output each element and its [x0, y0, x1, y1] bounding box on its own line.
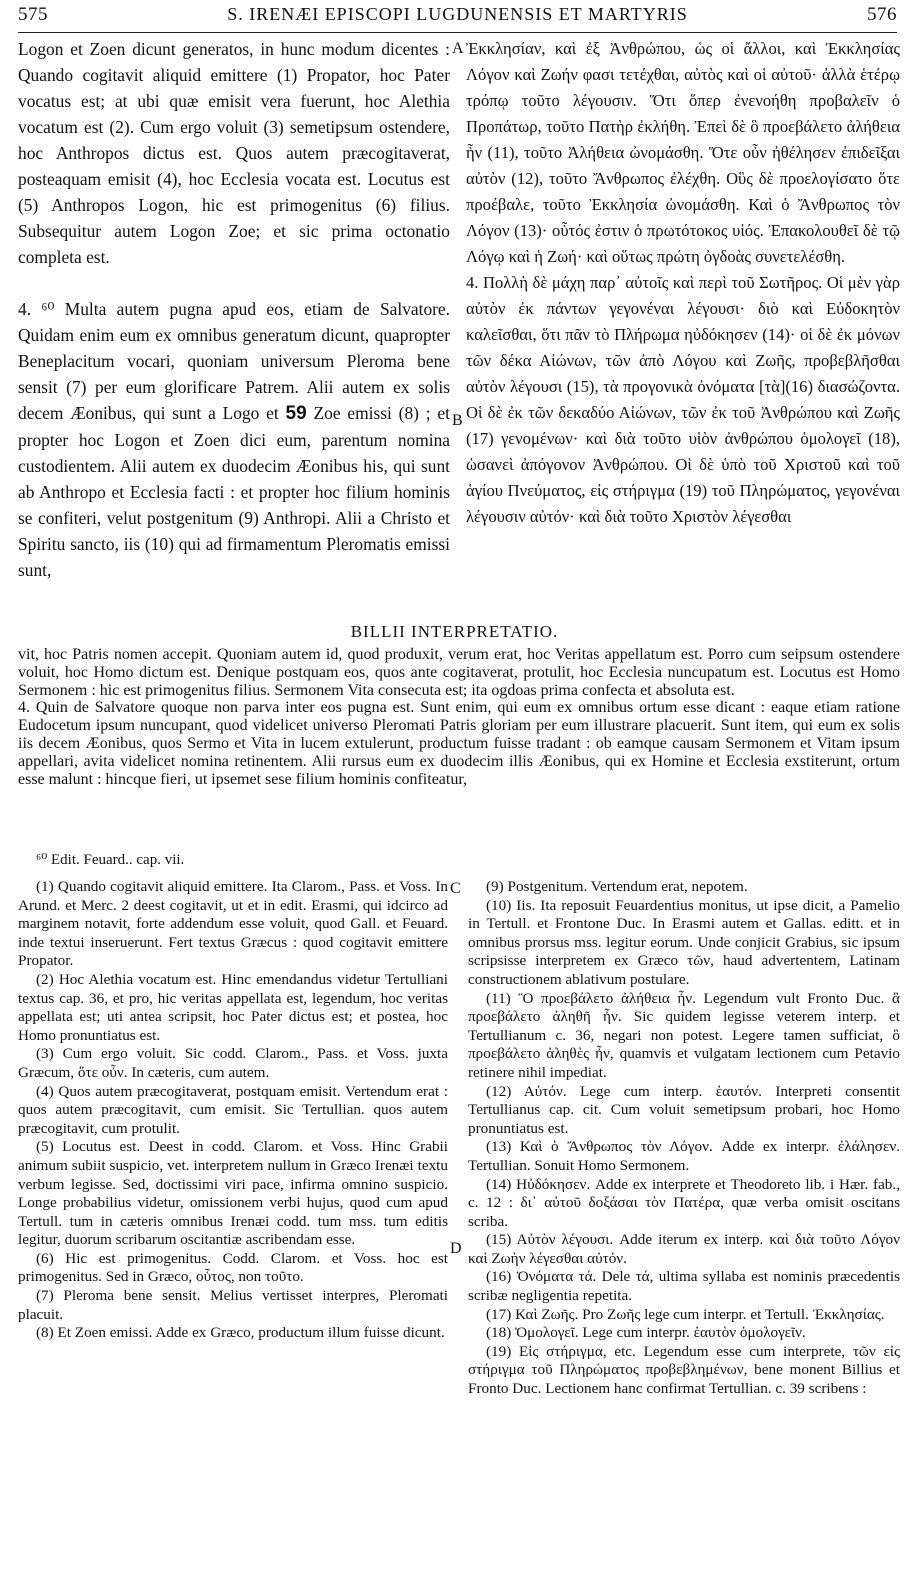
margin-letter-a: A [452, 40, 464, 57]
margin-letter-b: B [452, 412, 463, 429]
billii-interpretation [18, 646, 900, 788]
note-item: (2) Hoc Alethia vocatum est. Hinc emendandus videtur Tertulliani textus cap. 36, et pro, hic veritas appellata est, legendum, hoc veritas appellata est; uti antea scripsit, hoc Pater dictus est; et postea, hoc Homo pronuntiatus est. [18, 970, 448, 1044]
billii-paragraph-1: vit, hoc Patris nomen accepit. Quoniam autem id, quod produxit, verum erat, hoc Veritas appellatum est. Porro cum seipsum ostendere voluit, hoc Homo dictum est. Denique postquam eos, quos ante cogitaverat, protulit, hoc Ecclesia nuncupatum est. Locutus est Homo Sermonem : hic est primogenitus filius. Sermonem Vita consecuta est; ita ogdoas prima confecta et absoluta est. [18, 646, 900, 699]
note-item: (3) Cum ergo voluit. Sic codd. Clarom., Pass. et Voss. juxta Græcum, ὅτε οὖν. In cæteris, cum autem. [18, 1045, 448, 1081]
note-item: (15) Αὐτὸν λέγουσι. Adde iterum ex interp. καὶ διὰ τοῦτο Λόγον καὶ Ζωὴν λέγεσθαι αὐτόν. [468, 1231, 900, 1267]
note-item: (12) Αὐτόν. Lege cum interp. ἑαυτόν. Interpreti consentit Tertullianus cap. cit. Cum voluit semetipsum probari, hoc Homo pronuntiatus est. [468, 1082, 900, 1137]
note-item: (6) Hic est primogenitus. Codd. Clarom. et Voss. hoc est primogenitus. Sed in Græco, οὗτος, non τοῦτο. [18, 1249, 448, 1286]
note-item: (8) Et Zoen emissi. Adde ex Græco, productum illum fuisse dicunt. [36, 1324, 445, 1342]
note-item: (4) Quos autem præcogitaverat, postquam emisit. Vertendum erat : quos autem præcogitavit, cum emisit. Sic Tertullian. quos autem præcogitavit, cum protulit. [18, 1082, 448, 1137]
note-item: (9) Postgenitum. Vertendum erat, nepotem. [486, 878, 748, 895]
page-header [18, 4, 897, 34]
note-item: (11) Ὃ προεβάλετο ἀλήθεια ἦν. Legendum vult Fronto Duc. ἃ προεβάλετο ἀληθῆ ἦν. Sic quidem legisse veterem interp. et Tertullianum c. 36, negari non potest. Legere tamen sufficiat, ὃ προεβάλετο ἀληθὲς ἦν, quamvis et vulgatam lectionem cum Petavio retinere nihil impediat. [468, 989, 900, 1081]
inline-page-number: 59 [285, 403, 307, 424]
header-rule [18, 32, 897, 33]
latin-paragraph-1: Logon et Zoen dicunt generatos, in hunc modum dicentes : Quando cogitavit aliquid emittere (1) Propator, hoc Pater vocatus est; at ubi quæ emisit vera fuerunt, hoc Alethia vocatum est (2). Cum ergo voluit (3) semetipsum ostendere, hoc Anthropos dictus est. Quos autem præcogitaverat, posteaquam emisit (4), hoc Ecclesia vocata est. Locutus est (5) Anthropos Logon, hic est primogenitus (6) filius. Subsequitur autem Logon Zoe; et sic prima octonatio completa est. [18, 39, 450, 267]
latin-paragraph-2-start: 4. ⁶⁰ Multa autem pugna apud eos, etiam de Salvatore. Quidam enim eum ex omnibus generatum dicunt, quapropter Beneplacitum vocari, quoniam universum Pleroma bene sensit (7) per eum glorificare Patrem. Alii autem ex solis decem Æonibus, qui sunt a Logo et [18, 299, 450, 423]
note-item: (14) Ηὐδόκησεν. Adde ex interprete et Theodoreto lib. i Hær. fab., c. 12 : δι᾽ αὐτοῦ δοξάσαι τὸν Πατέρα, quæ verba omisit oscitans scriba. [468, 1175, 900, 1230]
margin-letter-c: C [450, 880, 461, 897]
edition-footnote: ⁶⁰ Edit. Feuard.. cap. vii. [36, 852, 185, 868]
running-title: S. IRENÆI EPISCOPI LUGDUNENSIS ET MARTYRIS [227, 4, 688, 24]
margin-letter-d: D [450, 1240, 462, 1257]
left-page-number: 575 [18, 4, 48, 25]
greek-paragraph-2: 4. Πολλὴ δὲ μάχη παρ᾽ αὐτοῖς καὶ περὶ τοῦ Σωτῆρος. Οἱ μὲν γὰρ αὐτὸν ἐκ πάντων γεγονέναι λέγουσι· διὸ καὶ Εὐδοκητὸν καλεῖσθαι, ὅτι πᾶν τὸ Πλήρωμα ηὐδόκησεν (14)· οἱ δὲ ἐκ μόνων τῶν δέκα Αἰώνων, τῶν ἀπὸ Λόγου καὶ Ζωῆς, προβεβλῆσθαι αὐτὸν λέγουσι (15), τὰ προγονικὰ ὀνόματα [τὰ](16) διασώζοντα. Οἱ δὲ ἐκ τῶν δεκαδύο Αἰώνων, τῶν ἐκ τοῦ Ἀνθρώπου καὶ Ζωῆς (17) γενομένων· καὶ διὰ τοῦτο υἱὸν ἀνθρώπου ὁμολογεῖ (18), ὡσανεὶ ἀπόγονον Ἀνθρώπου. Οἱ δὲ ὑπὸ τοῦ Χριστοῦ καὶ τοῦ ἁγίου Πνεύματος, εἰς στήριγμα (19) τοῦ Πληρώματος, γεγονέναι λέγουσιν αὐτόν· καὶ διὰ τοῦτο Χριστὸν λέγεσθαι [466, 273, 900, 526]
greek-text-column [466, 36, 900, 530]
note-item: (16) Ὀνόματα τά. Dele τά, ultima syllaba est nominis præcedentis scribæ negligentia repetita. [468, 1268, 900, 1305]
note-item: (1) Quando cogitavit aliquid emittere. Ita Clarom., Pass. et Voss. In Arund. et Merc. 2 deest cogitavit, ut et in edit. Erasmi, qui idcirco ad marginem notavit, forte addendum esse voluit, quod Gall. et Feuard. inde textui inseruerunt. Fert textus Græcus : quod cogitavit emittere Propator. [18, 878, 448, 970]
note-item: (13) Καὶ ὁ Ἄνθρωπος τὸν Λόγον. Adde ex interpr. ἐλάλησεν. Tertullian. Sonuit Homo Sermonem. [468, 1138, 900, 1174]
greek-paragraph-1: Ἐκκλησίαν, καὶ ἐξ Ἀνθρώπου, ὡς οἱ ἄλλοι, καὶ Ἐκκλησίας Λόγον καὶ Ζωήν φασι τετέχθαι, αὐτὸς καὶ οἱ αὐτοῦ· ἀλλὰ ἑτέρῳ τρόπῳ τοῦτο λέγουσιν. Ὅτι ὅπερ ἐνενοήθη προβαλεῖν ὁ Προπάτωρ, τοῦτο Πατὴρ ἐκλήθη. Ἐπεὶ δὲ ὃ προεβάλετο ἀλήθεια ἦν (11), τοῦτο Ἀλήθεια ὠνομάσθη. Ὅτε οὖν ἠθέλησεν ἐπιδεῖξαι αὐτὸν (12), τοῦτο Ἄνθρωπος ἐλέχθη. Οὓς δὲ προελογίσατο ὅτε προέβαλε, τοῦτο Ἐκκλησία ὠνομάσθη. Καὶ ὁ Ἄνθρωπος τὸν Λόγον (13)· οὗτός ἐστιν ὁ πρωτότοκος υἱός. Ἐπακολουθεῖ δὲ τῷ Λόγῳ καὶ ἡ Ζωή· καὶ οὕτως πρώτη ὀγδοὰς συνετελέσθη. [466, 39, 900, 266]
notes-right-column [468, 878, 900, 1399]
note-item: (18) Ὁμολογεῖ. Lege cum interpr. ἑαυτὸν ὁμολογεῖν. [486, 1324, 806, 1342]
note-item: (7) Pleroma bene sensit. Melius vertisset interpres, Pleromati placuit. [18, 1287, 448, 1323]
latin-paragraph-2 [18, 296, 450, 583]
latin-text-column [18, 36, 450, 583]
latin-paragraph-2-end: Zoe emissi (8) ; et propter hoc Logon et Zoen dici eum, parentum nomina custodientem. Alii autem ex duodecim Æonibus his, qui sunt ab Anthropo et Ecclesia facti : et propter hoc filium hominis se confiteri, velut postgenitum (9) Anthropi. Alii a Christo et Spiritu sancto, iis (10) qui ad firmamentum Pleromatis emissi sunt, [18, 403, 450, 580]
note-item: (10) Iis. Ita reposuit Feuardentius monitus, ut ipse dicit, a Pamelio in Tertull. et Frontone Duc. In Erasmi autem et Gallas. editt. et in omnibus prorsus mss. legitur eorum. Unde conjicit Grabius, sic ipsum scripsisse interpretem ex Græco τῶν, haud advertentem, Latinam constructionem ablativum postulare. [468, 896, 900, 988]
billii-section-title: BILLII INTERPRETATIO. [350, 622, 559, 641]
note-item: (17) Καὶ Ζωῆς. Pro Ζωῆς lege cum interpr. et Tertull. Ἐκκλησίας. [486, 1305, 885, 1323]
note-item: (19) Εἰς στήριγμα, etc. Legendum esse cum interprete, τῶν εἰς στήριγμα τοῦ Πληρώματος προβεβλημένων, bene monent Billius et Fronto Duc. Lectionem hanc confirmat Tertullian. c. 39 scribens : [468, 1342, 900, 1398]
notes-left-column [18, 878, 448, 1343]
note-item: (5) Locutus est. Deest in codd. Clarom. et Voss. Hinc Grabii animum subiit suspicio, vet. interpretem nullum in Græco Irenæi textu verbum legisse. Sed, doctissimi viri pace, infirma omnino suspicio. Longe probabilius videtur, omissionem verbi hujus, quod cum apud Tertull. tum in cæteris omnibus Irenæi codd. tum mss. tum editis legitur, duorum scribarum oscitantiæ ascribendam esse. [18, 1138, 448, 1249]
billii-paragraph-2: 4. Quin de Salvatore quoque non parva inter eos pugna est. Sunt enim, qui eum ex omnibus ortum esse dicant : eaque etiam ratione Eudocetum ipsum nuncupant, quod videlicet universo Pleromati Patris gloriam per eum illustrare placuerit. Sunt item, qui eum ex solis iis decem Æonibus, quos Sermo et Vita in lucem extulerunt, productum fuisse tradant : ob eamque causam Sermonem et Vitam ipsum appellari, avita videlicet nomina retinentem. Alii rursus eum ex duodecim illis Æonibus, qui ex Homine et Ecclesia exstiterunt, ortum esse malunt : hincque fieri, ut ipsemet sese filium hominis confiteatur, [18, 699, 900, 788]
right-page-number: 576 [867, 4, 897, 25]
